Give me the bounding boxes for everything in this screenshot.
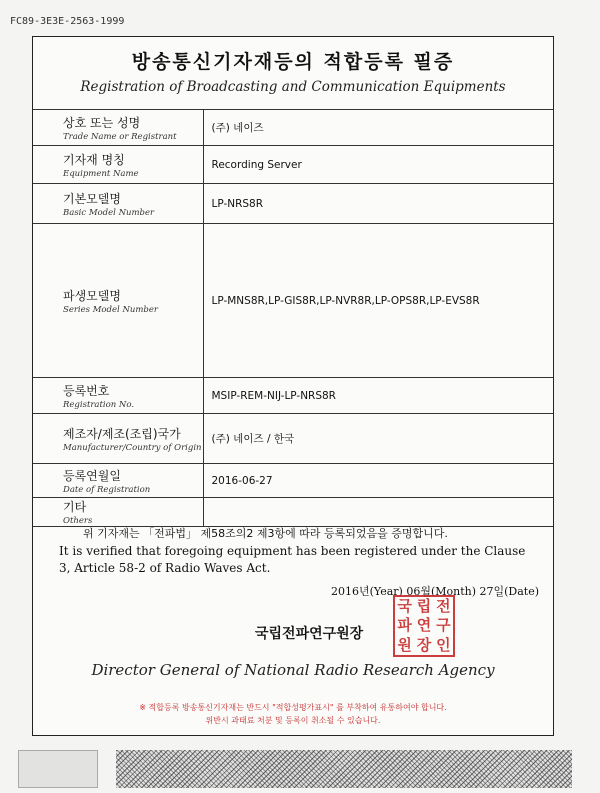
title-korean: 방송통신기자재등의 적합등록 필증 — [131, 51, 455, 73]
label-korean: 기본모델명 — [63, 191, 121, 206]
notice — [33, 701, 553, 727]
seal-char: 장 — [416, 635, 432, 654]
row-label — [33, 498, 203, 527]
label-english: Basic Model Number — [63, 207, 155, 218]
seal-char: 인 — [436, 635, 451, 654]
director-korean: 국립전파연구원장 — [255, 626, 364, 642]
row-value — [203, 498, 553, 527]
table-row — [33, 110, 553, 146]
label-english: Registration No. — [63, 399, 135, 410]
row-label — [33, 184, 203, 224]
seal-char: 연 — [416, 616, 432, 635]
label-korean: 제조자/제조(조립)국가 — [63, 426, 181, 441]
notice-line: 위반시 과태료 처분 및 등록이 취소될 수 있습니다. — [205, 716, 381, 725]
row-value: LP-MNS8R,LP-GIS8R,LP-NVR8R,LP-OPS8R,LP-EVS8R — [203, 224, 553, 378]
title-english: Registration of Broadcasting and Communication Equipments — [80, 79, 506, 95]
row-value: (주) 네이즈 — [203, 110, 553, 146]
label-korean: 기자재 명칭 — [63, 152, 125, 167]
label-english: Others — [63, 516, 93, 526]
seal-char: 원 — [397, 635, 412, 654]
label-english: Series Model Number — [63, 304, 158, 315]
row-value: MSIP-REM-NIJ-LP-NRS8R — [203, 378, 553, 414]
label-korean: 등록번호 — [63, 383, 110, 398]
statement-english: It is verified that foregoing equipment has been registered under the Clause 3, Article 58-2 of Radio Waves Act. — [59, 544, 526, 575]
seal-char: 구 — [436, 616, 451, 635]
security-strip-blank — [18, 750, 98, 788]
label-korean: 파생모델명 — [63, 288, 121, 303]
label-english: Trade Name or Registrant — [63, 131, 177, 142]
label-korean: 등록연월일 — [63, 468, 121, 483]
seal-char: 립 — [416, 597, 432, 615]
table-row — [33, 224, 553, 378]
row-value: LP-NRS8R — [203, 184, 553, 224]
certificate-frame — [32, 36, 554, 736]
row-label — [33, 224, 203, 378]
row-label — [33, 110, 203, 146]
label-english: Equipment Name — [63, 168, 139, 179]
director-english: Director General of National Radio Research Agency — [91, 661, 495, 679]
label-english: Date of Registration — [63, 484, 151, 495]
row-label — [33, 414, 203, 464]
table-row — [33, 464, 553, 498]
document-code: FC89-3E3E-2563-1999 — [10, 16, 125, 27]
statement-korean: 위 기자재는 「전파법」 제58조의2 제3항에 따라 등록되었음을 증명합니다. — [83, 527, 448, 540]
notice-line: ※ 적합등록 방송통신기자재는 반드시 "적합성평가표시" 를 부착하여 유통하여야 합니다. — [139, 703, 447, 712]
table-row — [33, 146, 553, 184]
row-value: 2016-06-27 — [203, 464, 553, 498]
label-korean: 상호 또는 성명 — [63, 115, 141, 130]
row-value: (주) 네이즈 / 한국 — [203, 414, 553, 464]
label-english: Manufacturer/Country of Origin — [63, 442, 202, 453]
issue-date: 2016년(Year) 06월(Month) 27일(Date) — [331, 585, 540, 598]
table-row — [33, 184, 553, 224]
row-label — [33, 146, 203, 184]
table-row — [33, 414, 553, 464]
row-label — [33, 378, 203, 414]
registration-table — [33, 109, 553, 527]
security-pattern-band — [116, 750, 572, 788]
official-seal — [393, 595, 455, 657]
seal-char: 국 — [397, 597, 412, 615]
row-value: Recording Server — [203, 146, 553, 184]
table-row — [33, 498, 553, 527]
seal-char: 파 — [397, 616, 412, 635]
label-korean: 기타 — [63, 500, 87, 514]
seal-char: 전 — [436, 597, 451, 615]
table-row — [33, 378, 553, 414]
row-label — [33, 464, 203, 498]
